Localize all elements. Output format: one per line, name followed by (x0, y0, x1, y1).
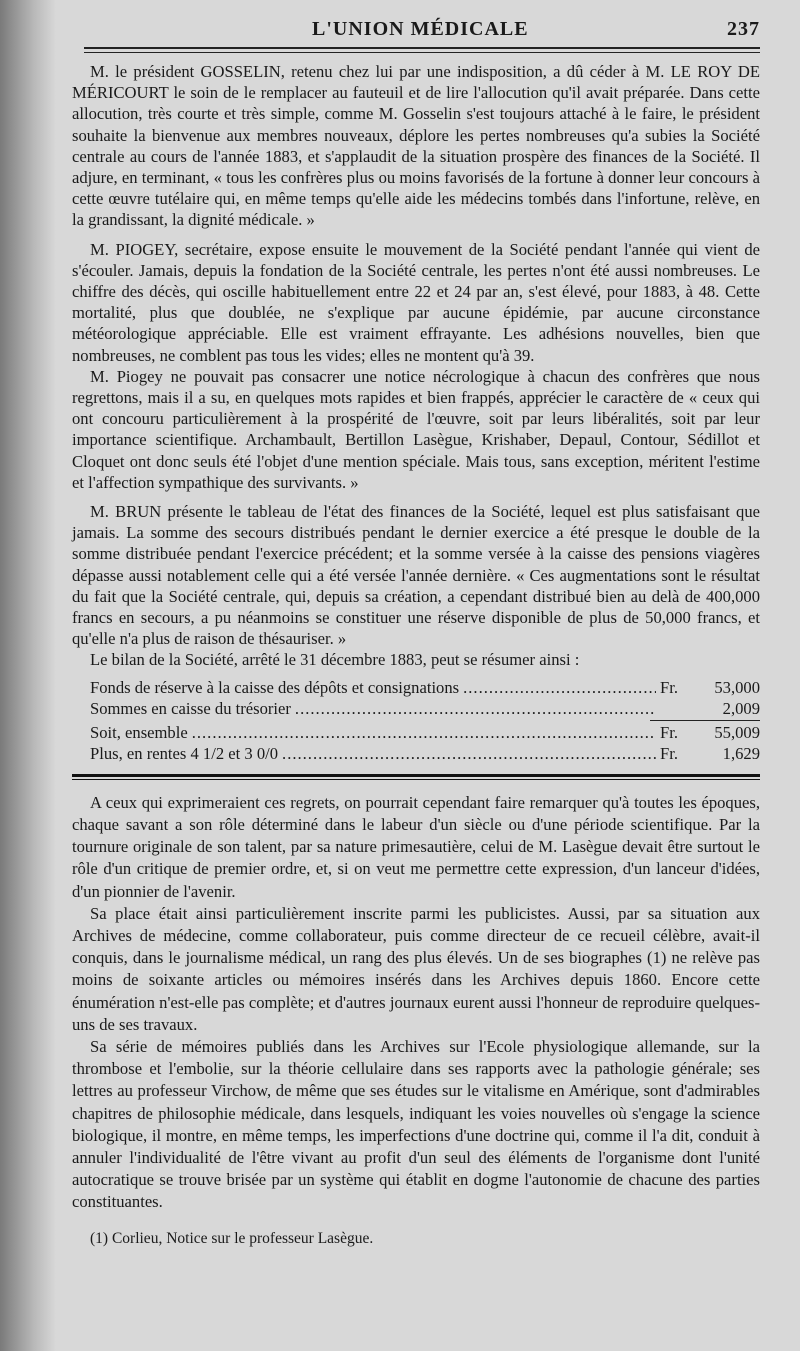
ledger-label: Fonds de réserve à la caisse des dépôts et consignations (90, 677, 460, 697)
paragraph-regrets: A ceux qui exprimeraient ces regrets, on pourrait cependant faire remarquer qu'à toutes les époques, chaque savant a son rôle déterminé dans le labeur d'un siècle ou d'une période scientifique. Par la tournure originale de son talent, par sa nature primesautière, celui de M. Lasègue devait être surtout le rôle d'un critique de premier ordre, et, si on veut me permettre cette expression, d'un lanceur d'idées, d'un pionnier de l'avenir. (72, 792, 760, 901)
paragraph-brun: M. BRUN présente le tableau de l'état des finances de la Société, lequel est plus satisfaisant que jamais. La somme des secours distribués pendant le dernier exercice a été presque le double de la somme distribuée pendant l'exercice précédent; et la somme versée à la caisse des pensions viagères dépasse aussi notablement celle qui a été versée l'année dernière. « Ces augmentations sont le résultat du fait que la Société centrale, qui, depuis sa création, a cependant distribué bien au delà de 400,000 francs en secours, a pu néanmoins se constituer une réserve disponible de plus de 50,000 francs, et qu'elle n'a plus de raison de thésauriser. » (72, 502, 760, 649)
section-divider-thin (72, 779, 760, 780)
ledger-label: Plus, en rentes 4 1/2 et 3 0/0 (90, 743, 279, 763)
ledger-row (72, 677, 760, 698)
leader-dots (295, 698, 656, 719)
ledger-amount: 55,009 (714, 722, 760, 742)
leader-dots (282, 743, 656, 764)
section-divider-thick (72, 774, 760, 777)
ledger-amount: 1,629 (722, 743, 760, 763)
ledger-row (72, 722, 760, 743)
leader-dots (463, 677, 656, 698)
paragraph-gosselin: M. le président GOSSELIN, retenu chez lui par une indisposition, a dû céder à M. LE ROY DE MÉRICOURT le soin de le remplacer au fauteuil et de lire l'allocution qu'il avait préparée. Dans cette allocution, très courte et très simple, comme M. Gosselin s'est toujours attaché à le faire, le président souhaite la bienvenue aux membres nouveaux, déplore les pertes nombreuses qu'a subies la Société centrale au cours de l'année 1883, et s'applaudit de la situation prospère des finances de la Société. Il adjure, en terminant, « tous les confrères plus ou moins favorisés de la fortune à donner leur concours à cette œuvre tutélaire qui, en même temps qu'elle aide les médecins tombés dans l'infortune, relève, en la grandissant, la dignité médicale. » (72, 62, 760, 230)
paragraph-necrology: M. Piogey ne pouvait pas consacrer une notice nécrologique à chacun des confrères que nous regrettons, mais il a su, en quelques mots rapides et bien frappés, apprécier le caractère de « ceux qui ont concouru particulièrement à la prospérité de l'œuvre, soit par leurs libéralités, soit par leur importance scientifique. Archambault, Bertillon Lasègue, Krishaber, Depaul, Contour, Sédillot et Cloquet ont donc seuls été l'objet d'une mention spéciale. Mais tous, sans exception, méritent l'estime et l'affection sympathique des survivants. » (72, 366, 760, 492)
paragraph-publicistes: Sa place était ainsi particulièrement inscrite parmi les publicistes. Aussi, par sa situation aux Archives de médecine, comme collaborateur, puis comme directeur de ce recueil célèbre, avait-il conquis, dans le journalisme médical, un rang des plus élevés. Un de ses biographes (1) ne relève pas moins de soixante articles ou mémoires insérés dans les Archives depuis 1860. Encore cette énumération n'est-elle pas complète; et d'autres journaux eurent aussi l'honneur de reproduire quelques-uns de ses travaux. (72, 903, 760, 1034)
header-rule-thin (84, 52, 760, 53)
ledger-label: Sommes en caisse du trésorier (90, 698, 291, 718)
page-header (312, 18, 760, 41)
ledger-currency: Fr. (660, 722, 678, 742)
book-spine-shadow (0, 0, 56, 1351)
ledger-label: Soit, ensemble (90, 722, 188, 742)
ledger-amount: 2,009 (722, 698, 760, 718)
ledger-row (72, 698, 760, 719)
paragraph-bilan: Le bilan de la Société, arrêté le 31 décembre 1883, peut se résumer ainsi : (90, 650, 580, 670)
ledger-row (72, 743, 760, 764)
sum-rule (650, 720, 760, 721)
footnote: (1) Corlieu, Notice sur le professeur Lasègue. (90, 1229, 374, 1247)
ledger-currency: Fr. (660, 677, 678, 697)
leader-dots (192, 722, 656, 743)
header-rule (84, 47, 760, 49)
page-number: 237 (727, 18, 760, 40)
balance-table (72, 677, 760, 764)
feuilleton-body (72, 792, 760, 1214)
article-body (72, 61, 760, 764)
ledger-amount: 53,000 (714, 677, 760, 697)
paragraph-memoires: Sa série de mémoires publiés dans les Archives sur l'Ecole physiologique allemande, sur la thrombose et l'embolie, sur la théorie cellulaire dans ses rapports avec la pathologie générale; ses lettres au professeur Virchow, de même que ses études sur le vitalisme en Amérique, sont d'admirables chapitres de philosophie médicale, dans lesquels, indiquant les voies nouvelles où s'engage la science biologique, il montre, en même temps, les imperfections d'une doctrine qui, comme il l'a dit, conduit à annuler l'individualité de l'être vivant au profit d'un seul des éléments de l'organisme dont l'unité autocratique se trouve brisée par un système qui établit en dogme l'autonomie de chacune des parties constituantes. (72, 1036, 760, 1212)
ledger-currency: Fr. (660, 743, 678, 763)
journal-title: L'UNION MÉDICALE (312, 18, 529, 40)
paragraph-piogey: M. PIOGEY, secrétaire, expose ensuite le mouvement de la Société pendant l'année qui vient de s'écouler. Jamais, depuis la fondation de la Société centrale, les pertes n'ont été aussi nombreuses. Le chiffre des décès, qui oscille habituellement entre 22 et 24 par an, s'est élevé, pour 1883, à 48. Cette mortalité, plus que doublée, ne s'explique par aucune épidémie, par aucune circonstance météorologique appréciable. Elle est vraiment effrayante. Les adhésions nouvelles, bien que nombreuses, ne comblent pas tous les vides; elles ne montent qu'à 39. (72, 239, 760, 365)
